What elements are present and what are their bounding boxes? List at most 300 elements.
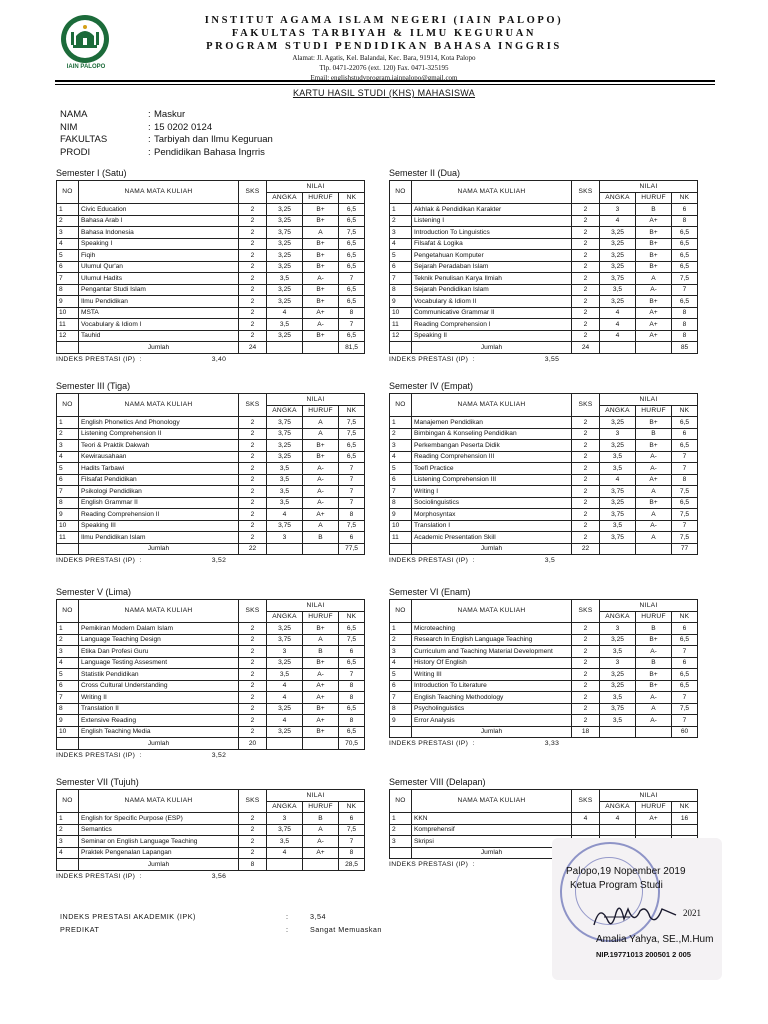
cell-nk: 7	[339, 463, 365, 475]
cell-sks: 2	[239, 296, 267, 308]
cell-nk: 7,5	[672, 273, 698, 285]
cell-no: 1	[57, 623, 79, 635]
cell-nk: 6,5	[672, 227, 698, 239]
semester-block	[56, 167, 365, 354]
handwritten-signature-icon	[590, 895, 680, 935]
signatory-nip: NIP.19771013 200501 2 005	[596, 950, 691, 959]
table-row	[57, 680, 365, 692]
cell-sks: 2	[572, 715, 600, 727]
cell-course: History Of English	[412, 657, 572, 669]
cell-nk: 7	[339, 273, 365, 285]
table-row	[390, 509, 698, 521]
col-nk: NK	[672, 192, 698, 204]
ip-label: INDEKS PRESTASI (IP)	[56, 557, 136, 564]
cell-angka: 3,25	[267, 440, 303, 452]
table-row	[390, 692, 698, 704]
semester-title: Semester I (Satu)	[56, 168, 127, 178]
cell-angka: 3,75	[267, 428, 303, 440]
cell-sks: 2	[572, 296, 600, 308]
cell-nk: 7	[339, 474, 365, 486]
cell-no: 10	[57, 726, 79, 738]
ip-value: 3,56	[211, 872, 227, 880]
table-row	[390, 520, 698, 532]
table-row	[57, 532, 365, 544]
cell-angka: 3,5	[267, 474, 303, 486]
cell-huruf: B+	[303, 284, 339, 296]
cell-course: Introduction To Literature	[412, 680, 572, 692]
ip-value: 3,55	[544, 355, 560, 363]
table-row	[390, 657, 698, 669]
cell-course: Kewirausahaan	[79, 451, 239, 463]
cell-no: 1	[390, 813, 412, 825]
cell-course: Cross Cultural Understanding	[79, 680, 239, 692]
student-field-label: NAMA	[60, 109, 88, 120]
col-sks: SKS	[239, 181, 267, 204]
cell-nk: 7	[339, 486, 365, 498]
table-row	[57, 715, 365, 727]
cell-angka: 4	[267, 692, 303, 704]
cell-huruf: A	[636, 273, 672, 285]
cell-huruf: B+	[303, 261, 339, 273]
cell-nk: 8	[672, 330, 698, 342]
col-angka: ANGKA	[267, 192, 303, 204]
student-field-value: Pendidikan Bahasa Ingrris	[154, 146, 265, 158]
table-row	[57, 847, 365, 859]
grades-table	[389, 599, 698, 738]
col-no: NO	[57, 790, 79, 813]
signatory-name: Amalia Yahya, SE.,M.Hum	[596, 934, 714, 945]
cell-jumlah-nk: 77,5	[339, 543, 365, 555]
cell-course: Ulumul Hadits	[79, 273, 239, 285]
cell-nk	[672, 824, 698, 836]
cell-course: Reading Comprehension II	[79, 509, 239, 521]
cell-sks: 2	[572, 417, 600, 429]
cell-huruf: B	[303, 646, 339, 658]
student-field	[60, 134, 273, 147]
cell-jumlah-sks: 22	[572, 543, 600, 555]
col-course: NAMA MATA KULIAH	[412, 394, 572, 417]
cell-angka: 3,5	[600, 715, 636, 727]
cell-sks: 2	[572, 634, 600, 646]
table-row	[57, 250, 365, 262]
cell-no: 5	[390, 250, 412, 262]
cell-nk: 6	[339, 532, 365, 544]
cell-course: Bahasa Arab I	[79, 215, 239, 227]
table-row	[390, 532, 698, 544]
cell-nk: 6	[672, 428, 698, 440]
cell-course: Praktek Pengenalan Lapangan	[79, 847, 239, 859]
table-row	[57, 463, 365, 475]
table-header-row	[57, 600, 365, 612]
cell-sks: 2	[239, 824, 267, 836]
cell-huruf: B	[303, 532, 339, 544]
cell-huruf: A+	[636, 319, 672, 331]
cell-sks: 2	[239, 532, 267, 544]
cell-huruf: A-	[303, 486, 339, 498]
cell-course: Writing I	[412, 486, 572, 498]
cell-angka: 3	[600, 657, 636, 669]
table-row	[57, 813, 365, 825]
cell-angka: 3,75	[600, 509, 636, 521]
cell-nk: 6,5	[339, 440, 365, 452]
table-row	[57, 726, 365, 738]
ip-label: INDEKS PRESTASI (IP)	[389, 740, 469, 747]
email-line: Email: englishstudyprogram.iainpalopo@gmail.com	[310, 74, 458, 82]
table-row	[57, 284, 365, 296]
col-nilai: NILAI	[267, 600, 365, 612]
col-huruf: HURUF	[303, 192, 339, 204]
cell-huruf: B+	[303, 296, 339, 308]
cell-huruf: B+	[636, 680, 672, 692]
cell-nk: 6,5	[339, 261, 365, 273]
ip-label: INDEKS PRESTASI (IP)	[389, 355, 469, 363]
cell-sks: 2	[572, 440, 600, 452]
table-row	[390, 330, 698, 342]
cell-huruf: A+	[303, 715, 339, 727]
cell-jumlah-label: Jumlah	[79, 543, 239, 555]
cell-sks	[572, 824, 600, 836]
cell-sks: 2	[572, 250, 600, 262]
cell-sks: 2	[239, 261, 267, 273]
col-course: NAMA MATA KULIAH	[412, 181, 572, 204]
table-row	[57, 307, 365, 319]
ip-value: 3,52	[211, 751, 227, 759]
semester-block	[56, 776, 365, 871]
cell-angka: 3,25	[600, 296, 636, 308]
semester-title: Semester VIII (Delapan)	[389, 777, 486, 787]
cell-angka: 3,25	[600, 261, 636, 273]
table-row	[390, 250, 698, 262]
table-header-row	[390, 600, 698, 612]
cell-angka: 3,25	[600, 227, 636, 239]
cell-huruf: B+	[636, 250, 672, 262]
cell-course: Akhlak & Pendidikan Karakter	[412, 204, 572, 216]
signature-place-date: Palopo,19 Nopember 2019	[566, 866, 686, 877]
cell-sks: 2	[239, 330, 267, 342]
cell-nk: 6	[672, 657, 698, 669]
header-rule-thin	[55, 84, 715, 85]
table-row	[57, 657, 365, 669]
cell-no: 3	[390, 836, 412, 848]
cell-course: Listening Comprehension III	[412, 474, 572, 486]
cell-nk: 6,5	[672, 440, 698, 452]
cell-sks: 2	[572, 261, 600, 273]
cell-angka: 3,75	[267, 824, 303, 836]
cell-huruf: B+	[636, 261, 672, 273]
cell-sks: 2	[572, 273, 600, 285]
cell-angka: 4	[267, 307, 303, 319]
col-nk: NK	[339, 405, 365, 417]
cell-no: 1	[390, 623, 412, 635]
cell-huruf: A+	[636, 813, 672, 825]
cell-course: English for Specific Purpose (ESP)	[79, 813, 239, 825]
cell-sks: 2	[572, 692, 600, 704]
cell-sks: 2	[572, 474, 600, 486]
cell-course: Error Analysis	[412, 715, 572, 727]
cell-sks: 2	[239, 486, 267, 498]
col-nk: NK	[339, 611, 365, 623]
cell-course: Teori & Praktik Dakwah	[79, 440, 239, 452]
cell-nk: 7,5	[339, 634, 365, 646]
col-huruf: HURUF	[636, 611, 672, 623]
semester-block	[389, 167, 698, 354]
cell-nk: 6,5	[339, 330, 365, 342]
col-no: NO	[390, 790, 412, 813]
cell-huruf: A	[636, 532, 672, 544]
cell-huruf: B+	[303, 440, 339, 452]
table-header-row	[57, 181, 365, 193]
cell-huruf: B+	[303, 330, 339, 342]
cell-no: 5	[57, 463, 79, 475]
cell-course: Morphosyntax	[412, 509, 572, 521]
table-row	[390, 227, 698, 239]
cell-no: 3	[57, 836, 79, 848]
cell-huruf: B+	[636, 296, 672, 308]
cell-huruf: B	[636, 623, 672, 635]
cell-course: Fiqih	[79, 250, 239, 262]
cell-no: 2	[57, 634, 79, 646]
cell-nk: 8	[339, 307, 365, 319]
table-row	[390, 440, 698, 452]
cell-angka: 3,5	[600, 692, 636, 704]
cell-course: Writing III	[412, 669, 572, 681]
cell-course: Translation I	[412, 520, 572, 532]
cell-course: Manajemen Pendidikan	[412, 417, 572, 429]
cell-sks: 2	[239, 634, 267, 646]
col-angka: ANGKA	[267, 611, 303, 623]
cell-sks: 2	[239, 520, 267, 532]
ip-value: 3,5	[544, 557, 556, 564]
cell-huruf: B+	[636, 417, 672, 429]
cell-course: Civic Education	[79, 204, 239, 216]
cell-angka: 3,5	[600, 463, 636, 475]
email-link[interactable]: englishstudyprogram.iainpalopo@gmail.com	[330, 74, 458, 82]
cell-course: Vocabulary & Idiom II	[412, 296, 572, 308]
cell-course: Hadits Tarbawi	[79, 463, 239, 475]
cell-course: Ulumul Qur'an	[79, 261, 239, 273]
cell-huruf: B+	[303, 215, 339, 227]
cell-angka: 3	[600, 428, 636, 440]
cell-no: 4	[57, 847, 79, 859]
cell-sks: 2	[239, 451, 267, 463]
cell-angka: 3,5	[267, 836, 303, 848]
cell-no: 7	[390, 692, 412, 704]
cell-angka: 4	[600, 474, 636, 486]
cell-angka: 3,5	[267, 669, 303, 681]
cell-angka: 3,25	[267, 657, 303, 669]
table-row	[57, 634, 365, 646]
col-nilai: NILAI	[600, 181, 698, 193]
cell-no: 6	[390, 680, 412, 692]
cell-angka: 3,25	[267, 330, 303, 342]
col-angka: ANGKA	[267, 801, 303, 813]
cell-jumlah-nk: 70,5	[339, 738, 365, 750]
table-header-row	[57, 790, 365, 802]
cell-no: 9	[57, 296, 79, 308]
cell-huruf: A	[636, 509, 672, 521]
cell-angka: 3,5	[600, 646, 636, 658]
cell-course: MSTA	[79, 307, 239, 319]
cell-no: 6	[390, 474, 412, 486]
address: Alamat: Jl. Agatis, Kel. Balandai, Kec. Bara, 91914, Kota Palopo	[292, 54, 476, 62]
document-title: KARTU HASIL STUDI (KHS) MAHASISWA	[292, 88, 476, 98]
cell-nk: 6	[339, 813, 365, 825]
cell-nk: 6,5	[672, 634, 698, 646]
cell-sks: 2	[572, 623, 600, 635]
grades-table	[56, 180, 365, 354]
table-row	[390, 238, 698, 250]
cell-sks: 2	[239, 669, 267, 681]
cell-no: 7	[390, 273, 412, 285]
cell-angka: 3,25	[267, 250, 303, 262]
col-huruf: HURUF	[636, 405, 672, 417]
table-row	[57, 824, 365, 836]
cell-nk: 6,5	[339, 703, 365, 715]
cell-course: English Grammar II	[79, 497, 239, 509]
cell-huruf: A	[303, 417, 339, 429]
total-row	[57, 738, 365, 750]
table-row	[390, 284, 698, 296]
cell-no: 4	[57, 451, 79, 463]
col-course: NAMA MATA KULIAH	[79, 790, 239, 813]
cell-jumlah-nk: 77	[672, 543, 698, 555]
cell-nk: 6,5	[672, 669, 698, 681]
cell-course: Academic Presentation Skill	[412, 532, 572, 544]
summary-label: INDEKS PRESTASI AKADEMIK (IPK)	[60, 912, 196, 921]
semester-block	[56, 380, 365, 555]
grades-table	[389, 393, 698, 555]
cell-nk: 7	[672, 715, 698, 727]
cell-nk: 6,5	[672, 250, 698, 262]
cell-no: 1	[390, 417, 412, 429]
semester-title: Semester II (Dua)	[389, 168, 461, 178]
col-no: NO	[57, 394, 79, 417]
cell-angka: 3	[267, 532, 303, 544]
table-row	[57, 296, 365, 308]
col-huruf: HURUF	[303, 611, 339, 623]
col-course: NAMA MATA KULIAH	[79, 600, 239, 623]
cell-no: 11	[57, 319, 79, 331]
cell-angka: 4	[267, 680, 303, 692]
cell-angka: 3,5	[600, 284, 636, 296]
cell-nk: 6,5	[339, 284, 365, 296]
cell-huruf: A-	[303, 273, 339, 285]
cell-sks: 2	[239, 657, 267, 669]
ip-label: INDEKS PRESTASI (IP)	[56, 751, 136, 759]
table-row	[57, 623, 365, 635]
cell-course: Teknik Penulisan Karya Ilmiah	[412, 273, 572, 285]
table-row	[390, 680, 698, 692]
cell-angka: 3,25	[267, 284, 303, 296]
cell-nk: 7	[339, 836, 365, 848]
cell-sks: 2	[572, 330, 600, 342]
cell-nk: 7	[339, 497, 365, 509]
cell-angka: 4	[600, 215, 636, 227]
total-row	[390, 726, 698, 738]
table-row	[57, 669, 365, 681]
cell-nk: 8	[339, 692, 365, 704]
cell-nk: 7,5	[339, 428, 365, 440]
cell-nk: 16	[672, 813, 698, 825]
col-course: NAMA MATA KULIAH	[79, 394, 239, 417]
cell-nk: 7	[672, 451, 698, 463]
cell-sks: 2	[572, 680, 600, 692]
cell-jumlah-label: Jumlah	[412, 726, 572, 738]
total-row	[390, 543, 698, 555]
phone: Tlp. 0471-22076 (ext. 120) Fax. 0471-325195	[319, 64, 449, 72]
cell-angka: 4	[267, 715, 303, 727]
col-no: NO	[57, 181, 79, 204]
table-row	[57, 417, 365, 429]
colon: :	[148, 121, 151, 133]
cell-sks: 2	[239, 284, 267, 296]
cell-no: 8	[390, 284, 412, 296]
cell-sks: 2	[572, 520, 600, 532]
cell-sks: 2	[239, 680, 267, 692]
cell-huruf: A-	[303, 474, 339, 486]
cell-sks: 2	[239, 847, 267, 859]
table-header-row	[390, 394, 698, 406]
cell-jumlah-nk: 81,5	[339, 342, 365, 354]
cell-course: Research In English Language Teaching	[412, 634, 572, 646]
cell-sks: 2	[239, 250, 267, 262]
col-nk: NK	[672, 801, 698, 813]
cell-no: 9	[57, 509, 79, 521]
col-nk: NK	[672, 405, 698, 417]
ip-label: INDEKS PRESTASI (IP)	[56, 872, 136, 880]
cell-no: 4	[390, 657, 412, 669]
cell-jumlah-sks: 8	[239, 859, 267, 871]
cell-jumlah-sks: 22	[239, 543, 267, 555]
cell-course: Communicative Grammar II	[412, 307, 572, 319]
cell-no: 1	[57, 417, 79, 429]
cell-huruf: A-	[636, 520, 672, 532]
table-row	[390, 634, 698, 646]
summary-row: INDEKS PRESTASI AKADEMIK (IPK) : 3,54	[60, 912, 326, 921]
cell-huruf: A	[636, 486, 672, 498]
cell-sks: 2	[239, 428, 267, 440]
cell-nk: 6,5	[672, 497, 698, 509]
cell-course: Microteaching	[412, 623, 572, 635]
table-row	[390, 623, 698, 635]
table-row	[57, 451, 365, 463]
cell-jumlah-nk: 85	[672, 342, 698, 354]
table-row	[390, 463, 698, 475]
cell-course: Language Teaching Design	[79, 634, 239, 646]
cell-angka: 3,75	[267, 634, 303, 646]
cell-huruf: A+	[636, 330, 672, 342]
table-row	[390, 474, 698, 486]
cell-no: 2	[57, 215, 79, 227]
semester-ip: INDEKS PRESTASI (IP) : 3,55	[389, 355, 560, 363]
cell-huruf: A	[303, 520, 339, 532]
cell-no: 8	[57, 497, 79, 509]
table-row	[390, 824, 698, 836]
cell-sks: 2	[239, 623, 267, 635]
cell-sks: 2	[572, 509, 600, 521]
cell-jumlah-sks: 24	[239, 342, 267, 354]
cell-course: Statistik Pendidikan	[79, 669, 239, 681]
cell-no: 2	[390, 824, 412, 836]
table-row	[57, 703, 365, 715]
student-field-label: FAKULTAS	[60, 134, 108, 145]
cell-course: Psikologi Pendidikan	[79, 486, 239, 498]
cell-course: KKN	[412, 813, 572, 825]
cell-nk: 7,5	[672, 703, 698, 715]
cell-course: English Phonetics And Phonology	[79, 417, 239, 429]
cell-course: Listening I	[412, 215, 572, 227]
cell-no: 10	[390, 520, 412, 532]
